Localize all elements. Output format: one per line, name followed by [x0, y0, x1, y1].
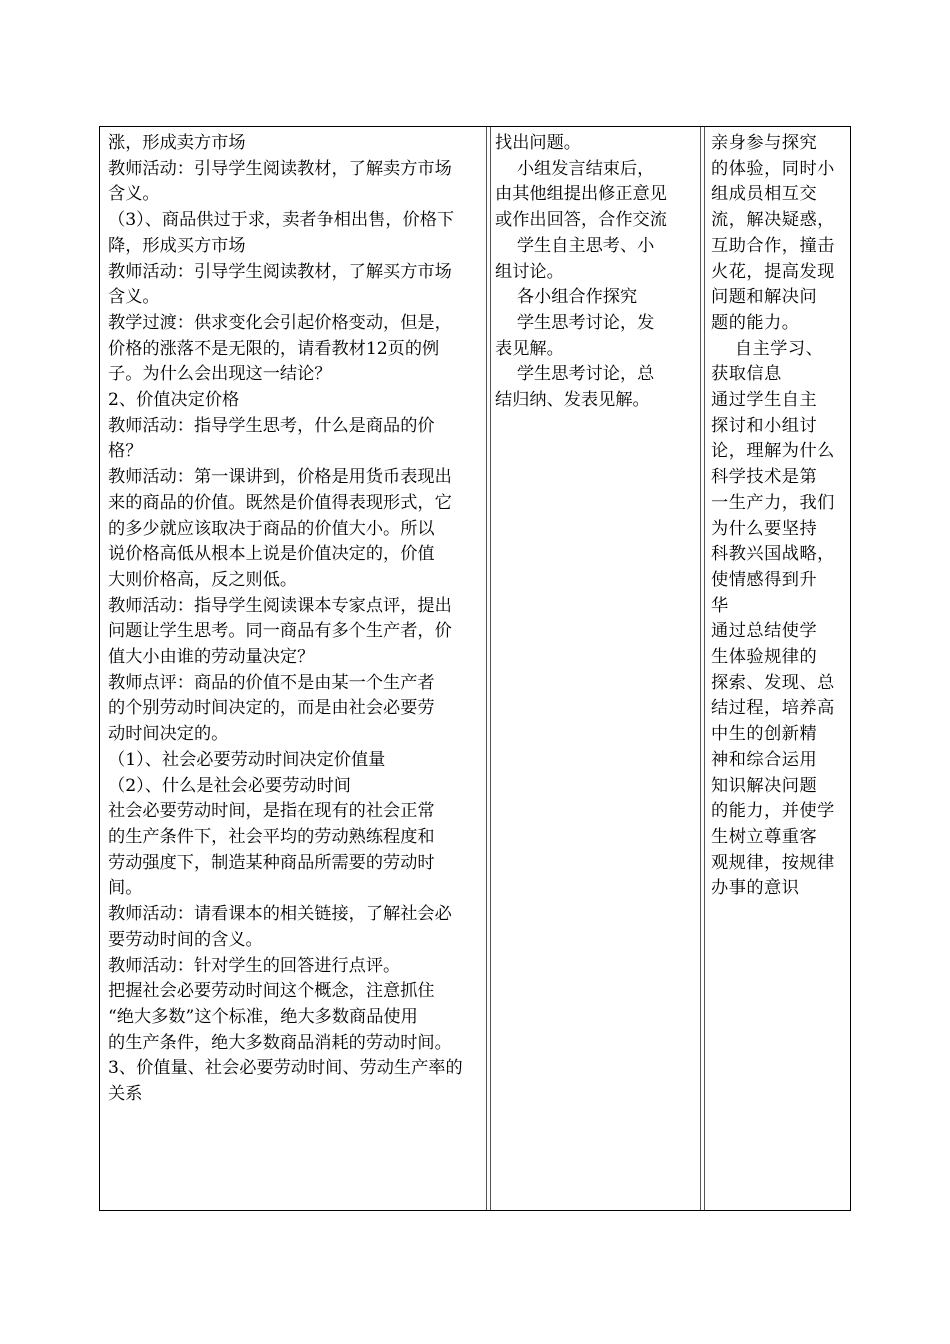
text-line: 观规律，按规律: [711, 852, 835, 873]
text-line: 题的能力。: [711, 312, 800, 333]
text-line: 为什么要坚持: [711, 518, 818, 539]
text-line: 教师活动：针对学生的回答进行点评。: [108, 955, 401, 976]
text-line: 学生自主思考、小: [495, 235, 655, 256]
text-line: 通过学生自主: [711, 390, 818, 411]
text-line: 教师活动：请看课本的相关链接，了解社会必: [108, 904, 452, 925]
text-line: 获取信息: [711, 364, 782, 385]
text-line: 社会必要劳动时间，是指在现有的社会正常: [108, 801, 435, 822]
text-line: 中生的创新精: [711, 724, 818, 745]
text-line: 关系: [108, 1084, 143, 1105]
text-line: 价格的涨落不是无限的，请看教材12页的例: [108, 338, 440, 359]
text-line: 表见解。: [495, 338, 564, 359]
text-line: 办事的意识: [711, 878, 800, 899]
text-line: 或作出回答，合作交流: [495, 210, 667, 231]
text-line: 来的商品的价值。既然是价值得表现形式，它: [108, 492, 452, 513]
text-line: 动时间决定的。: [108, 724, 229, 745]
text-line: 的生产条件下，社会平均的劳动熟练程度和: [108, 826, 435, 847]
text-line: 大则价格高，反之则低。: [108, 569, 298, 590]
text-line: （1）、社会必要劳动时间决定价值量: [108, 749, 386, 770]
design-intent-column: [701, 127, 851, 1210]
text-line: “绝大多数”这个标准，绝大多数商品使用: [108, 1006, 418, 1027]
text-line: 降，形成买方市场: [108, 235, 246, 256]
text-line: 教师活动：指导学生阅读课本专家点评，提出: [108, 595, 452, 616]
text-line: 组成员相互交: [711, 184, 818, 205]
text-line: 火花，提高发现: [711, 261, 835, 282]
teacher-activity-column: [100, 127, 487, 1210]
text-line: 的体验，同时小: [711, 158, 835, 179]
text-line: 华: [711, 595, 729, 616]
lesson-plan-table: [99, 126, 851, 1211]
text-line: 教师点评：商品的价值不是由某一个生产者: [108, 672, 435, 693]
text-line: 的个别劳动时间决定的，而是由社会必要劳: [108, 698, 435, 719]
text-line: 一生产力，我们: [711, 492, 835, 513]
text-line: 3、价值量、社会必要劳动时间、劳动生产率的: [108, 1058, 463, 1079]
text-line: 的生产条件，绝大多数商品消耗的劳动时间。: [108, 1032, 452, 1053]
text-line: 互助合作，撞击: [711, 235, 835, 256]
text-line: 小组发言结束后，: [495, 158, 655, 179]
text-line: 神和综合运用: [711, 749, 818, 770]
text-line: 亲身参与探究: [711, 133, 818, 153]
student-activity-column: [487, 127, 701, 1210]
text-line: 含义。: [108, 184, 160, 205]
text-line: 的多少就应该取决于商品的价值大小。所以: [108, 518, 435, 539]
text-line: 科学技术是第: [711, 467, 818, 488]
text-line: 问题和解决问: [711, 287, 818, 308]
text-line: 涨，形成卖方市场: [108, 133, 246, 153]
text-line: 教学过渡：供求变化会引起价格变动，但是，: [108, 312, 452, 333]
text-line: 结归纳、发表见解。: [495, 390, 650, 411]
text-line: 值大小由谁的劳动量决定？: [108, 647, 315, 668]
text-line: 格？: [108, 441, 143, 462]
text-line: 问题让学生思考。同一商品有多个生产者，价: [108, 621, 452, 642]
text-line: 2、价值决定价格: [108, 390, 240, 411]
text-line: 生树立尊重客: [711, 826, 818, 847]
text-line: 学生思考讨论，发: [495, 312, 655, 333]
text-line: 自主学习、: [711, 338, 824, 359]
text-line: 要劳动时间的含义。: [108, 929, 263, 950]
text-line: 探索、发现、总: [711, 672, 835, 693]
text-line: （3）、商品供过于求，卖者争相出售，价格下: [108, 210, 455, 231]
text-line: 教师活动：指导学生思考，什么是商品的价: [108, 415, 435, 436]
text-line: 生体验规律的: [711, 647, 818, 668]
text-line: 各小组合作探究: [495, 287, 638, 308]
text-line: 教师活动：第一课讲到，价格是用货币表现出: [108, 467, 452, 488]
text-line: 结过程，培养高: [711, 698, 835, 719]
text-line: 的能力，并使学: [711, 801, 835, 822]
text-line: 说价格高低从根本上说是价值决定的，价值: [108, 544, 435, 565]
text-line: 使情感得到升: [711, 569, 818, 590]
text-line: 论，理解为什么: [711, 441, 835, 462]
text-line: 学生思考讨论，总: [495, 364, 655, 385]
text-line: （2）、什么是社会必要劳动时间: [108, 775, 351, 796]
text-line: 通过总结使学: [711, 621, 818, 642]
text-line: 找出问题。: [495, 133, 581, 153]
text-line: 间。: [108, 878, 143, 899]
text-line: 子。为什么会出现这一结论？: [108, 364, 332, 385]
text-line: 探讨和小组讨: [711, 415, 818, 436]
text-line: 由其他组提出修正意见: [495, 184, 667, 205]
text-line: 劳动强度下，制造某种商品所需要的劳动时: [108, 852, 435, 873]
text-line: 把握社会必要劳动时间这个概念，注意抓住: [108, 981, 435, 1002]
text-line: 科教兴国战略，: [711, 544, 835, 565]
text-line: 教师活动：引导学生阅读教材，了解卖方市场: [108, 158, 452, 179]
text-line: 教师活动：引导学生阅读教材，了解买方市场: [108, 261, 452, 282]
text-line: 组讨论。: [495, 261, 564, 282]
text-line: 含义。: [108, 287, 160, 308]
text-line: 知识解决问题: [711, 775, 818, 796]
text-line: 流，解决疑惑，: [711, 210, 835, 231]
